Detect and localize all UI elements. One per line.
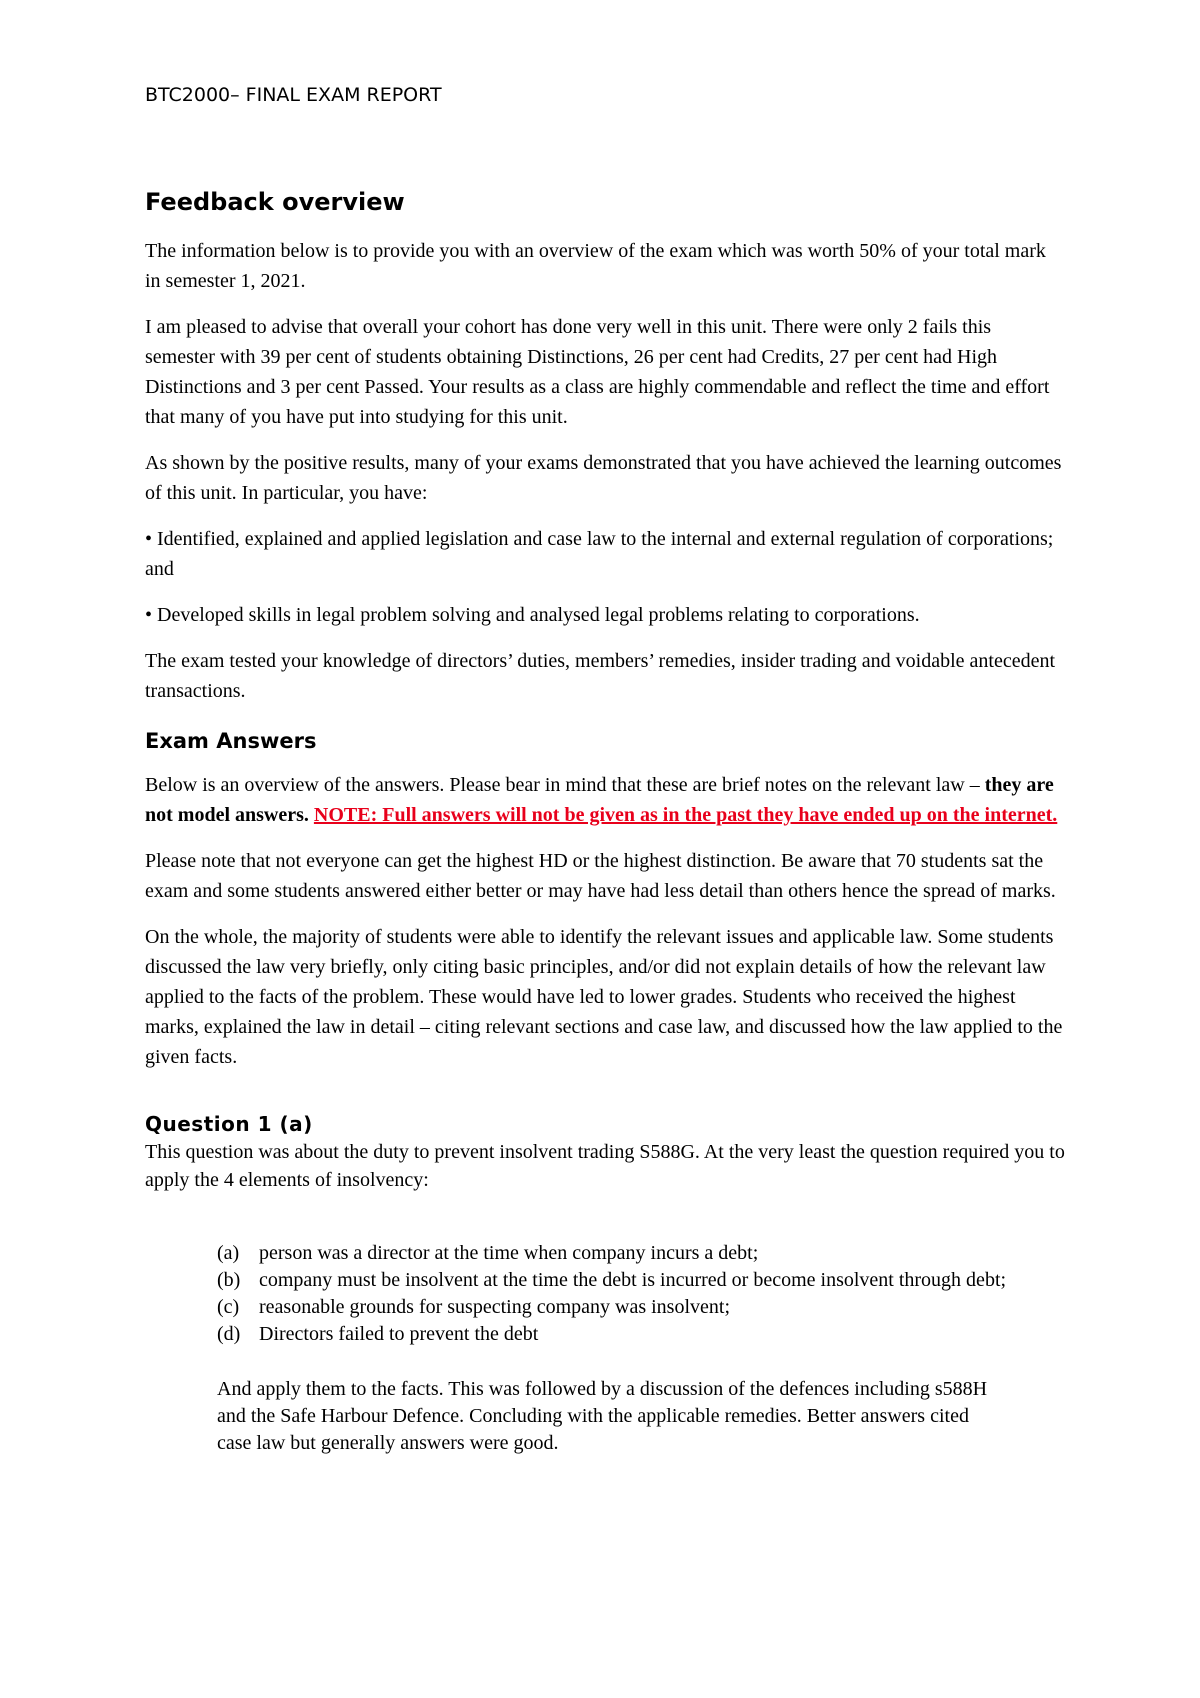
question-1a-intro: This question was about the duty to prevent insolvent trading S588G. At the very least the question required you to apply the 4 elements of insolvency: (145, 1141, 1065, 1191)
learning-outcome-1: • Identified, explained and applied legislation and case law to the internal and external regulation of corporations; and (145, 528, 1054, 580)
list-item (217, 1267, 1065, 1294)
list-item (217, 1240, 1065, 1267)
question-1a-closing: And apply them to the facts. This was followed by a discussion of the defences including s588H and the Safe Harbour Defence. Concluding with the applicable remedies. Better answers cited case law but generally answers were good. (217, 1378, 988, 1454)
full-answers-note: NOTE: Full answers will not be given as in the past they have ended up on the internet. (313, 804, 1058, 826)
list-item (217, 1294, 1065, 1321)
feedback-paragraph-3: As shown by the positive results, many of your exams demonstrated that you have achieved the learning outcomes of this unit. In particular, you have: (145, 452, 1062, 504)
learning-outcome-2: • Developed skills in legal problem solving and analysed legal problems relating to corporations. (145, 604, 920, 626)
feedback-overview-heading: Feedback overview (145, 188, 405, 216)
insolvency-elements-list (145, 1240, 1065, 1348)
list-item-text: person was a director at the time when company incurs a debt; (259, 1242, 759, 1264)
list-item-marker: (b) (217, 1269, 241, 1291)
exam-answers-paragraph-2: On the whole, the majority of students were able to identify the relevant issues and applicable law. Some students discussed the law very briefly, only citing basic principles, and/or did not explain details of how the relevant law applied to the facts of the problem. These would have led to lower grades. Students who received the highest marks, explained the law in detail – citing relevant sections and case law, and discussed how the law applied to the given facts. (145, 926, 1063, 1068)
question-1a-heading: Question 1 (a) (145, 1112, 313, 1136)
exam-answers-intro (145, 770, 1065, 830)
list-item-text: company must be insolvent at the time the debt is incurred or become insolvent through debt; (259, 1269, 1007, 1291)
list-item-marker: (a) (217, 1242, 240, 1264)
list-item-text: reasonable grounds for suspecting company was insolvent; (259, 1296, 731, 1318)
exam-answers-intro-text: Below is an overview of the answers. Please bear in mind that these are brief notes on the relevant law – (145, 774, 985, 796)
list-item-text: Directors failed to prevent the debt (259, 1323, 539, 1345)
document-page (145, 80, 1065, 1457)
feedback-paragraph-1: The information below is to provide you with an overview of the exam which was worth 50% of your total mark in semester 1, 2021. (145, 240, 1046, 292)
exam-answers-paragraph-1: Please note that not everyone can get the highest HD or the highest distinction. Be aware that 70 students sat the exam and some students answered either better or may have had less detail than others hence the spread of marks. (145, 850, 1056, 902)
list-item (217, 1321, 1065, 1348)
list-item-marker: (c) (217, 1296, 240, 1318)
feedback-paragraph-exam-topics: The exam tested your knowledge of directors’ duties, members’ remedies, insider trading and voidable antecedent transactions. (145, 650, 1056, 702)
not-model-answers-text: they are not model answers. (145, 774, 1054, 826)
exam-answers-heading: Exam Answers (145, 729, 317, 753)
feedback-paragraph-2: I am pleased to advise that overall your cohort has done very well in this unit. There were only 2 fails this semester with 39 per cent of students obtaining Distinctions, 26 per cent had Credits, 27 per cent had High Distinctions and 3 per cent Passed. Your results as a class are highly commendable and reflect the time and effort that many of you have put into studying for this unit. (145, 316, 1050, 428)
document-header: BTC2000– FINAL EXAM REPORT (145, 84, 442, 106)
list-item-marker: (d) (217, 1323, 241, 1345)
